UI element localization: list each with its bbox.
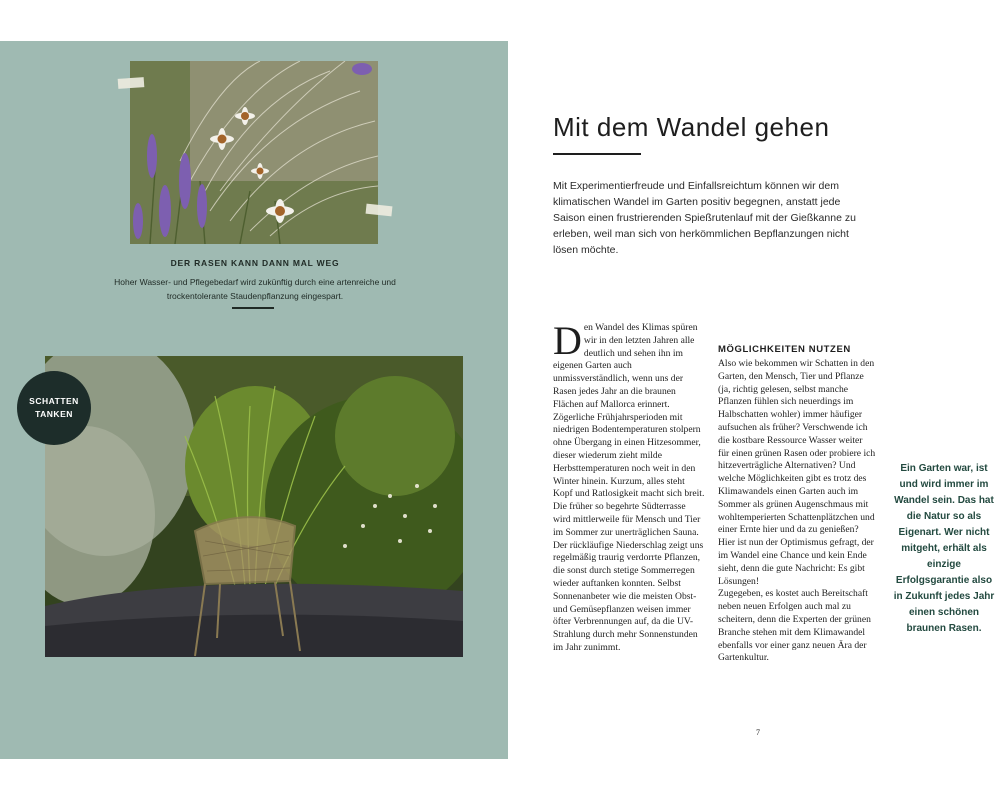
body-paragraph: en Wandel des Klimas spüren wir in den letzten Jahren alle deutlich und sehen ihn im eigenen Garten auch unmissverständlich, wenn uns der Rasen jedes Jahr an die braunen Flächen auf Mallorca erinnert. Zögerliche Frühjahrsperioden mit niedrigen Bodentemperaturen stolpern ohne Übergang in einen Hitzesommer, dieser wiederum zieht milde Herbsttemperaturen noch weit in den Winter hinein. Kurzum, alles steht Kopf und Ratlosigkeit macht sich breit. bbox=[553, 322, 705, 500]
badge-line-2: TANKEN bbox=[35, 409, 73, 419]
article-headline: Mit dem Wandel gehen bbox=[553, 112, 830, 142]
photo-caption-title: DER RASEN KANN DANN MAL WEG bbox=[170, 258, 340, 268]
garden-photo-grasses bbox=[130, 61, 378, 244]
caption-divider bbox=[232, 307, 274, 309]
badge-line-1: SCHATTEN bbox=[29, 396, 79, 406]
section-heading: MÖGLICHKEITEN NUTZEN bbox=[718, 344, 851, 355]
page-number: 7 bbox=[756, 728, 760, 737]
garden-photo-chair bbox=[45, 356, 463, 657]
body-column-1 bbox=[553, 318, 705, 655]
photo-caption-text: Hoher Wasser- und Pflegebedarf wird zukünftig durch eine artenreiche und trockentolerante Staudenpflanzung eingespart. bbox=[114, 277, 396, 301]
drop-cap: D bbox=[553, 318, 582, 363]
pull-quote: Ein Garten war, ist und wird immer im Wandel sein. Das hat die Natur so als Eigenart. Wer nicht mitgeht, erhält als einzige Erfolgsgarantie also in Zukunft jedes Jahr einen schönen braunen Rasen. bbox=[893, 463, 995, 634]
body-column-2 bbox=[718, 358, 876, 665]
tape-decoration bbox=[118, 77, 145, 89]
headline-divider bbox=[553, 153, 641, 155]
article-intro: Mit Experimentierfreude und Einfallsreichtum können wir dem klimatischen Wandel im Garten positiv begegnen, anstatt jede Saison einen frustrierenden Spießrutenlauf mit der Gießkanne zu erleben, weil man sich von herkömmlichen Bepflanzungen nicht lösen möchte. bbox=[553, 180, 856, 256]
body-paragraph: Die früher so begehrte Südterrasse wird mittlerweile für Mensch und Tier im Sommer zur unerträglichen Sauna. Der rückläufige Niederschlag zeigt uns regelmäßig traurig verdorrte Pflanzen, die sonst durch stetige Sommerregen wieder auftanken konnten. Selbst Sonnenanbeter wie die meisten Obst- und Gemüsepflanzen weisen immer öfter Verbrennungen auf, da die UV-Strahlung durch mehr Sonnenstunden im Jahr zunimmt. bbox=[553, 501, 704, 653]
body-paragraph: Zugegeben, es kostet auch Bereitschaft neben neuen Erfolgen auch mal zu scheitern, denn die Experten der grünen Branche stehen mit dem Klimawandel ebenfalls vor einer ganz neuen Ära der Gartenkultur. bbox=[718, 588, 871, 664]
section-badge bbox=[17, 371, 91, 445]
body-paragraph: Also wie bekommen wir Schatten in den Garten, den Mensch, Tier und Pflanze (ja, richtig gelesen, selbst manche Pflanzen fühlen sich neuerdings im Halbschatten wohler) immer häufiger aufsuchen als früher? Verschwende ich die kostbare Ressource Wasser weiter für einen grünen Rasen oder probiere ich hitzeverträgliche Alternativen? Und welche Möglichkeiten gibt es trotz des Klimawandels einen Garten auch im Sommer als grünen Augenschmaus mit wohltemperierten Schattenplätzchen und einer Ernte hier und da zu genießen? Hier ist nun der Optimismus gefragt, der im Wandel eine Chance und kein Ende sieht, denn die gute Nachricht: Es gibt Lösungen! bbox=[718, 358, 876, 587]
